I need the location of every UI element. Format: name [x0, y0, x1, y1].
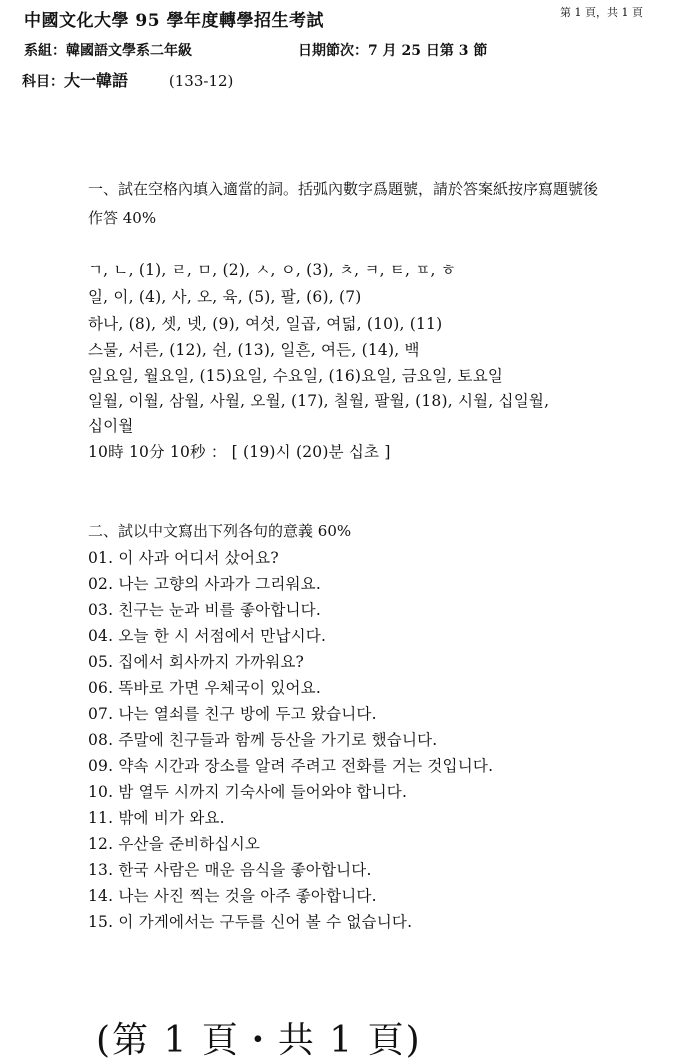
sentence-item: 11. 밖에 비가 와요. — [88, 809, 225, 827]
department-row — [24, 40, 192, 60]
department-label: 系組： — [24, 43, 66, 59]
sentence-item: 03. 친구는 눈과 비를 좋아합니다. — [88, 601, 321, 619]
sentence-item: 07. 나는 열쇠를 친구 방에 두고 왔습니다. — [88, 705, 377, 723]
page-number-mark: 第 1 頁，共 1 頁 — [560, 6, 643, 19]
subject-label: 科目： — [22, 74, 64, 90]
section1-heading-line2: 作答 40% — [88, 209, 157, 227]
sentence-item: 09. 약속 시간과 장소를 알려 주려고 전화를 거는 것입니다. — [88, 757, 494, 775]
sentence-item: 10. 밤 열두 시까지 기숙사에 들어와야 합니다. — [88, 783, 408, 801]
section2-heading: 二、試以中文寫出下列各句的意義 60% — [88, 522, 352, 540]
section1-line: 일, 이, (4), 사, 오, 육, (5), 팔, (6), (7) — [88, 288, 362, 306]
section1-heading-line1: 一、試在空格內填入適當的詞。括弧內數字爲題號，請於答案紙按序寫題號後 — [88, 180, 599, 198]
date-value: 7 月 25 日第 3 節 — [368, 43, 488, 59]
subject-value: 大一韓語 — [64, 71, 129, 90]
page-footer: (第 1 頁・共 1 頁) — [96, 1020, 422, 1061]
sentence-item: 05. 집에서 회사까지 가까워요? — [88, 653, 305, 671]
date-row — [298, 40, 487, 60]
section1-line: 십이월 — [88, 417, 134, 435]
section1-line: ㄱ, ㄴ, (1), ㄹ, ㅁ, (2), ㅅ, ㅇ, (3), ㅊ, ㅋ, ㅌ, ㅍ, ㅎ — [88, 261, 456, 279]
department-value: 韓國語文學系二年級 — [66, 43, 192, 59]
date-label: 日期節次： — [298, 43, 368, 59]
sentence-item: 06. 똑바로 가면 우체국이 있어요. — [88, 679, 321, 697]
subject-row — [22, 68, 233, 91]
exam-title: 中國文化大學 95 學年度轉學招生考試 — [24, 11, 324, 31]
sentence-item: 14. 나는 사진 찍는 것을 아주 좋아합니다. — [88, 887, 377, 905]
sentence-item: 02. 나는 고향의 사과가 그리워요. — [88, 575, 321, 593]
section1-line: 스물, 서른, (12), 쉰, (13), 일흔, 여든, (14), 백 — [88, 341, 420, 359]
subject-code: (133-12) — [168, 72, 234, 90]
sentence-item: 08. 주말에 친구들과 함께 등산을 가기로 했습니다. — [88, 731, 438, 749]
section1-line: 일요일, 월요일, (15)요일, 수요일, (16)요일, 금요일, 토요일 — [88, 367, 504, 385]
section1-line: 일월, 이월, 삼월, 사월, 오월, (17), 칠월, 팔월, (18), 시월, 십일월, — [88, 392, 550, 410]
sentence-item: 15. 이 가게에서는 구두를 신어 볼 수 없습니다. — [88, 913, 413, 931]
sentence-item: 04. 오늘 한 시 서점에서 만납시다. — [88, 627, 327, 645]
section1-line: 10時 10分 10秒 ： [ (19)시 (20)분 십초 ] — [88, 443, 391, 461]
sentence-item: 01. 이 사과 어디서 샀어요? — [88, 549, 279, 567]
sentence-item: 13. 한국 사람은 매운 음식을 좋아합니다. — [88, 861, 372, 879]
sentence-item: 12. 우산을 준비하십시오 — [88, 835, 261, 853]
section1-line: 하나, (8), 셋, 넷, (9), 여섯, 일곱, 여덟, (10), (11) — [88, 315, 443, 333]
